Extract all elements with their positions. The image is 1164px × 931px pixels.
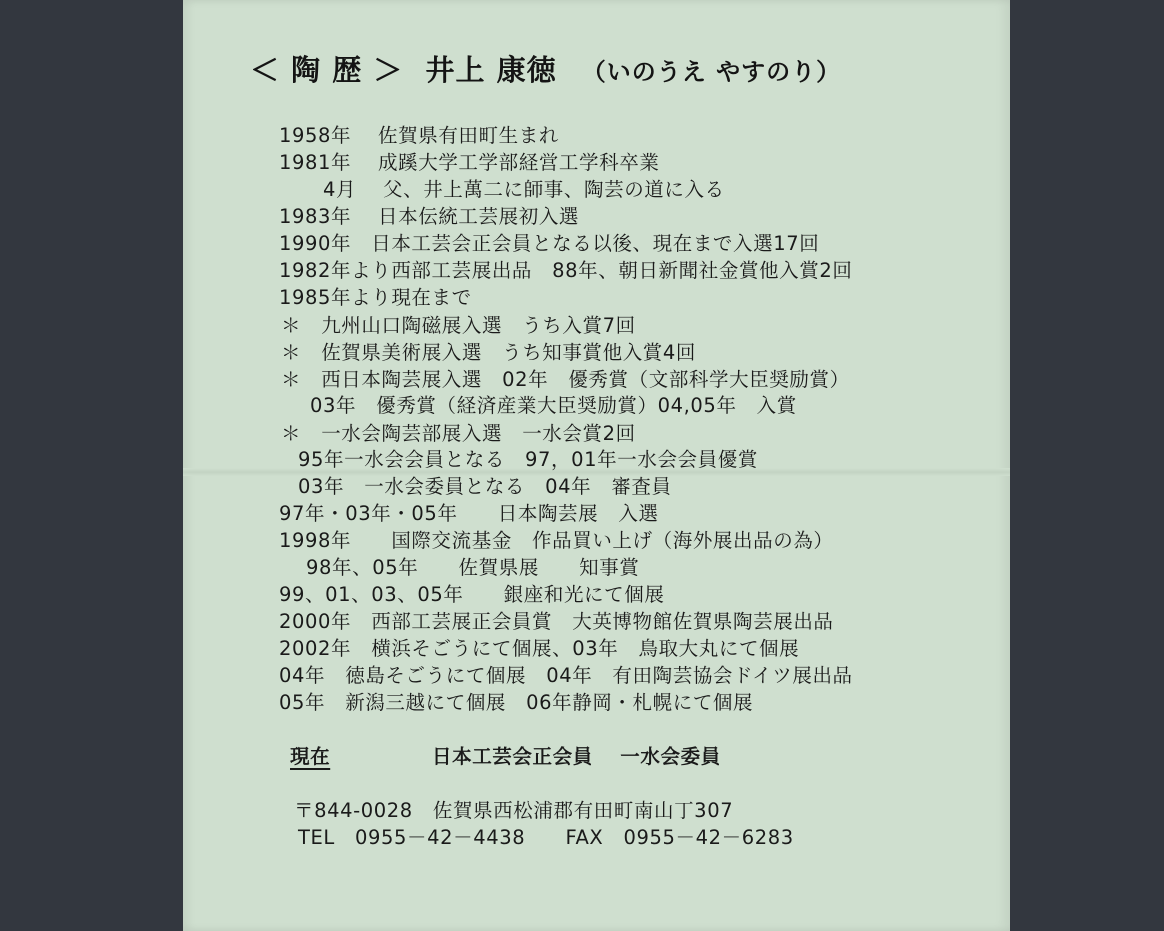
history-line: ＊ 一水会陶芸部展入選 一水会賞2回 bbox=[281, 422, 636, 445]
history-line: ＊ 九州山口陶磁展入選 うち入賞7回 bbox=[281, 314, 636, 337]
history-line: 2000年 西部工芸展正会員賞 大英博物館佐賀県陶芸展出品 bbox=[279, 610, 834, 633]
phone-fax: TEL 0955－42－4438 FAX 0955－42－6283 bbox=[298, 826, 794, 849]
artist-name: 井上 康徳 bbox=[425, 53, 557, 87]
history-line: 4月 父、井上萬二に師事、陶芸の道に入る bbox=[323, 178, 725, 201]
history-line: 1998年 国際交流基金 作品買い上げ（海外展出品の為） bbox=[279, 529, 834, 552]
history-line: ＊ 佐賀県美術展入選 うち知事賞他入賞4回 bbox=[281, 341, 697, 364]
history-line: 1958年 佐賀県有田町生まれ bbox=[279, 124, 559, 147]
history-line: 1985年より現在まで bbox=[279, 286, 472, 309]
artist-name-reading: （いのうえ やすのり） bbox=[581, 58, 842, 86]
current-position-value: 日本工芸会正会員 一水会委員 bbox=[432, 745, 721, 768]
history-line: 99、01、03、05年 銀座和光にて個展 bbox=[279, 583, 665, 606]
history-line: 1981年 成蹊大学工学部経営工学科卒業 bbox=[279, 151, 660, 174]
history-line: 1990年 日本工芸会正会員となる以後、現在まで入選17回 bbox=[279, 232, 820, 255]
history-line: 03年 一水会委員となる 04年 審査員 bbox=[298, 475, 672, 498]
postal-address: 〒844-0028 佐賀県西松浦郡有田町南山丁307 bbox=[294, 799, 734, 822]
history-line: 1982年より西部工芸展出品 88年、朝日新聞社金賞他入賞2回 bbox=[279, 259, 853, 282]
document-title bbox=[250, 48, 841, 89]
title-label: ＜ 陶 歴 ＞ bbox=[250, 53, 404, 87]
history-line: 04年 徳島そごうにて個展 04年 有田陶芸協会ドイツ展出品 bbox=[279, 664, 853, 687]
history-line: ＊ 西日本陶芸展入選 02年 優秀賞（文部科学大臣奨励賞） bbox=[281, 368, 850, 391]
current-position-label: 現在 bbox=[290, 745, 331, 768]
history-line: 97年・03年・05年 日本陶芸展 入選 bbox=[279, 502, 659, 525]
history-line: 95年一水会会員となる 97，01年一水会会員優賞 bbox=[298, 448, 758, 471]
history-line: 98年、05年 佐賀県展 知事賞 bbox=[306, 556, 640, 579]
history-line: 05年 新潟三越にて個展 06年静岡・札幌にて個展 bbox=[279, 691, 754, 714]
history-line: 03年 優秀賞（経済産業大臣奨励賞）04,05年 入賞 bbox=[310, 394, 797, 417]
history-line: 1983年 日本伝統工芸展初入選 bbox=[279, 205, 580, 228]
history-line: 2002年 横浜そごうにて個展、03年 鳥取大丸にて個展 bbox=[279, 637, 800, 660]
